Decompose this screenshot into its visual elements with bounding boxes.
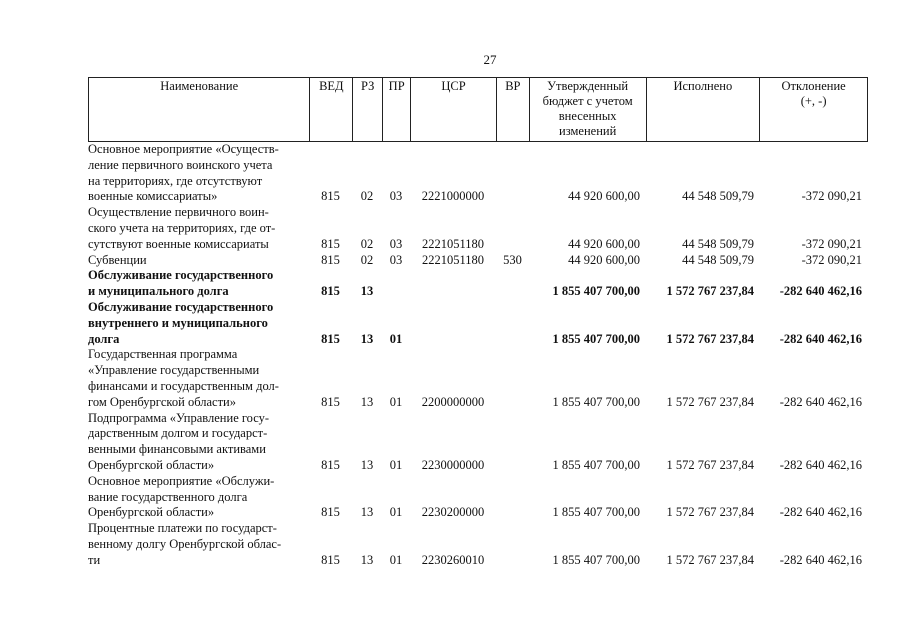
row-name-line: и муниципального долга [88, 284, 229, 299]
header-approved: Утвержденный бюджет с учетом внесенных изменений [529, 78, 646, 141]
row-rz: 02 [360, 189, 374, 204]
row-name-line: ского учета на территориях, где от- [88, 220, 276, 235]
row-rz: 13 [360, 552, 374, 567]
row-name-line: гом Оренбургской области» [88, 394, 236, 409]
header-diff: Отклонение (+, -) [759, 78, 867, 141]
row-name [88, 521, 309, 568]
row-done: 1 572 767 237,84 [666, 331, 754, 346]
row-name-line: финансами и государственным дол- [88, 378, 279, 393]
table-row [88, 253, 868, 269]
row-approved: 1 855 407 700,00 [552, 505, 640, 520]
row-pr: 01 [389, 394, 403, 409]
header-rz: РЗ [352, 78, 382, 141]
table-body [88, 142, 868, 569]
table-header [88, 77, 868, 142]
row-approved: 1 855 407 700,00 [552, 394, 640, 409]
row-name [88, 205, 309, 252]
row-name-line: долга [88, 331, 120, 346]
row-done: 1 572 767 237,84 [666, 505, 754, 520]
header-vr: ВР [496, 78, 529, 141]
row-diff: -282 640 462,16 [779, 457, 862, 472]
row-done: 44 548 509,79 [682, 189, 754, 204]
header-ved: ВЕД [309, 78, 352, 141]
row-name-line: «Управление государственными [88, 363, 260, 378]
row-ved: 815 [321, 457, 340, 472]
row-csr: 2230260010 [421, 552, 485, 567]
row-name-line: Обслуживание государственного [88, 268, 274, 283]
row-diff: -282 640 462,16 [779, 284, 862, 299]
row-diff: -282 640 462,16 [779, 331, 862, 346]
header-csr: ЦСР [410, 78, 496, 141]
row-pr: 03 [389, 189, 403, 204]
row-pr: 01 [389, 505, 403, 520]
row-diff: -372 090,21 [801, 189, 862, 204]
row-name [88, 253, 309, 269]
row-name [88, 142, 309, 205]
table-row [88, 205, 868, 252]
row-csr: 2221051180 [421, 236, 485, 251]
row-name-line: ление первичного воинского учета [88, 157, 273, 172]
row-rz: 02 [360, 236, 374, 251]
row-name [88, 474, 309, 521]
row-name-line: сутствуют военные комиссариаты [88, 236, 269, 251]
table-row [88, 411, 868, 474]
row-csr: 2200000000 [421, 394, 485, 409]
row-name [88, 411, 309, 474]
row-diff: -282 640 462,16 [779, 552, 862, 567]
row-name-line: военные комиссариаты» [88, 189, 218, 204]
table-row [88, 474, 868, 521]
row-pr: 01 [389, 457, 403, 472]
row-name-line: Оренбургской области» [88, 457, 215, 472]
row-diff: -372 090,21 [801, 252, 862, 267]
row-csr: 2221051180 [421, 252, 485, 267]
row-done: 44 548 509,79 [682, 252, 754, 267]
row-approved: 1 855 407 700,00 [552, 331, 640, 346]
row-pr: 03 [389, 252, 403, 267]
row-name [88, 268, 309, 300]
row-name-line: Процентные платежи по государст- [88, 521, 277, 536]
row-name [88, 300, 309, 347]
row-name-line: Государственная программа [88, 347, 238, 362]
row-approved: 44 920 600,00 [568, 189, 640, 204]
row-done: 1 572 767 237,84 [666, 284, 754, 299]
row-ved: 815 [321, 394, 340, 409]
row-pr: 03 [389, 236, 403, 251]
page-number: 27 [483, 52, 497, 67]
row-name-line: Обслуживание государственного [88, 299, 274, 314]
row-name-line: Субвенции [88, 252, 147, 267]
row-name-line: на территориях, где отсутствуют [88, 173, 263, 188]
header-done: Исполнено [646, 78, 760, 141]
row-diff: -282 640 462,16 [779, 505, 862, 520]
row-name-line: Подпрограмма «Управление госу- [88, 410, 270, 425]
row-name-line: Основное мероприятие «Обслужи- [88, 473, 275, 488]
budget-table [88, 77, 868, 569]
row-ved: 815 [321, 189, 340, 204]
row-done: 1 572 767 237,84 [666, 457, 754, 472]
row-approved: 44 920 600,00 [568, 252, 640, 267]
row-rz: 13 [360, 331, 374, 346]
row-ved: 815 [321, 236, 340, 251]
row-name-line: венному долгу Оренбургской облас- [88, 536, 282, 551]
table-row [88, 521, 868, 568]
row-name-line: вание государственного долга [88, 489, 248, 504]
row-ved: 815 [321, 284, 340, 299]
header-pr: ПР [382, 78, 410, 141]
row-ved: 815 [321, 331, 340, 346]
row-done: 1 572 767 237,84 [666, 552, 754, 567]
row-csr: 2230000000 [421, 457, 485, 472]
row-ved: 815 [321, 252, 340, 267]
row-rz: 13 [360, 394, 374, 409]
row-name-line: Оренбургской области» [88, 505, 215, 520]
row-ved: 815 [321, 552, 340, 567]
row-approved: 1 855 407 700,00 [552, 284, 640, 299]
row-name [88, 347, 309, 410]
table-row [88, 347, 868, 410]
table-row [88, 268, 868, 300]
row-rz: 13 [360, 284, 374, 299]
row-diff: -282 640 462,16 [779, 394, 862, 409]
row-approved: 1 855 407 700,00 [552, 552, 640, 567]
header-name: Наименование [160, 79, 239, 93]
row-name-line: дарственным долгом и государст- [88, 426, 268, 441]
row-csr: 2221000000 [421, 189, 485, 204]
row-name-line: Осуществление первичного воин- [88, 205, 269, 220]
row-rz: 13 [360, 457, 374, 472]
row-name-line: ти [88, 552, 101, 567]
row-done: 1 572 767 237,84 [666, 394, 754, 409]
row-csr: 2230200000 [421, 505, 485, 520]
table-row [88, 300, 868, 347]
row-diff: -372 090,21 [801, 236, 862, 251]
row-rz: 02 [360, 252, 374, 267]
row-ved: 815 [321, 505, 340, 520]
row-pr: 01 [389, 331, 403, 346]
row-vr: 530 [503, 252, 522, 267]
row-name-line: внутреннего и муниципального [88, 315, 268, 330]
row-approved: 1 855 407 700,00 [552, 457, 640, 472]
row-name-line: Основное мероприятие «Осуществ- [88, 142, 279, 156]
row-approved: 44 920 600,00 [568, 236, 640, 251]
table-row [88, 142, 868, 205]
row-done: 44 548 509,79 [682, 236, 754, 251]
row-name-line: венными финансовыми активами [88, 442, 266, 457]
row-rz: 13 [360, 505, 374, 520]
row-pr: 01 [389, 552, 403, 567]
